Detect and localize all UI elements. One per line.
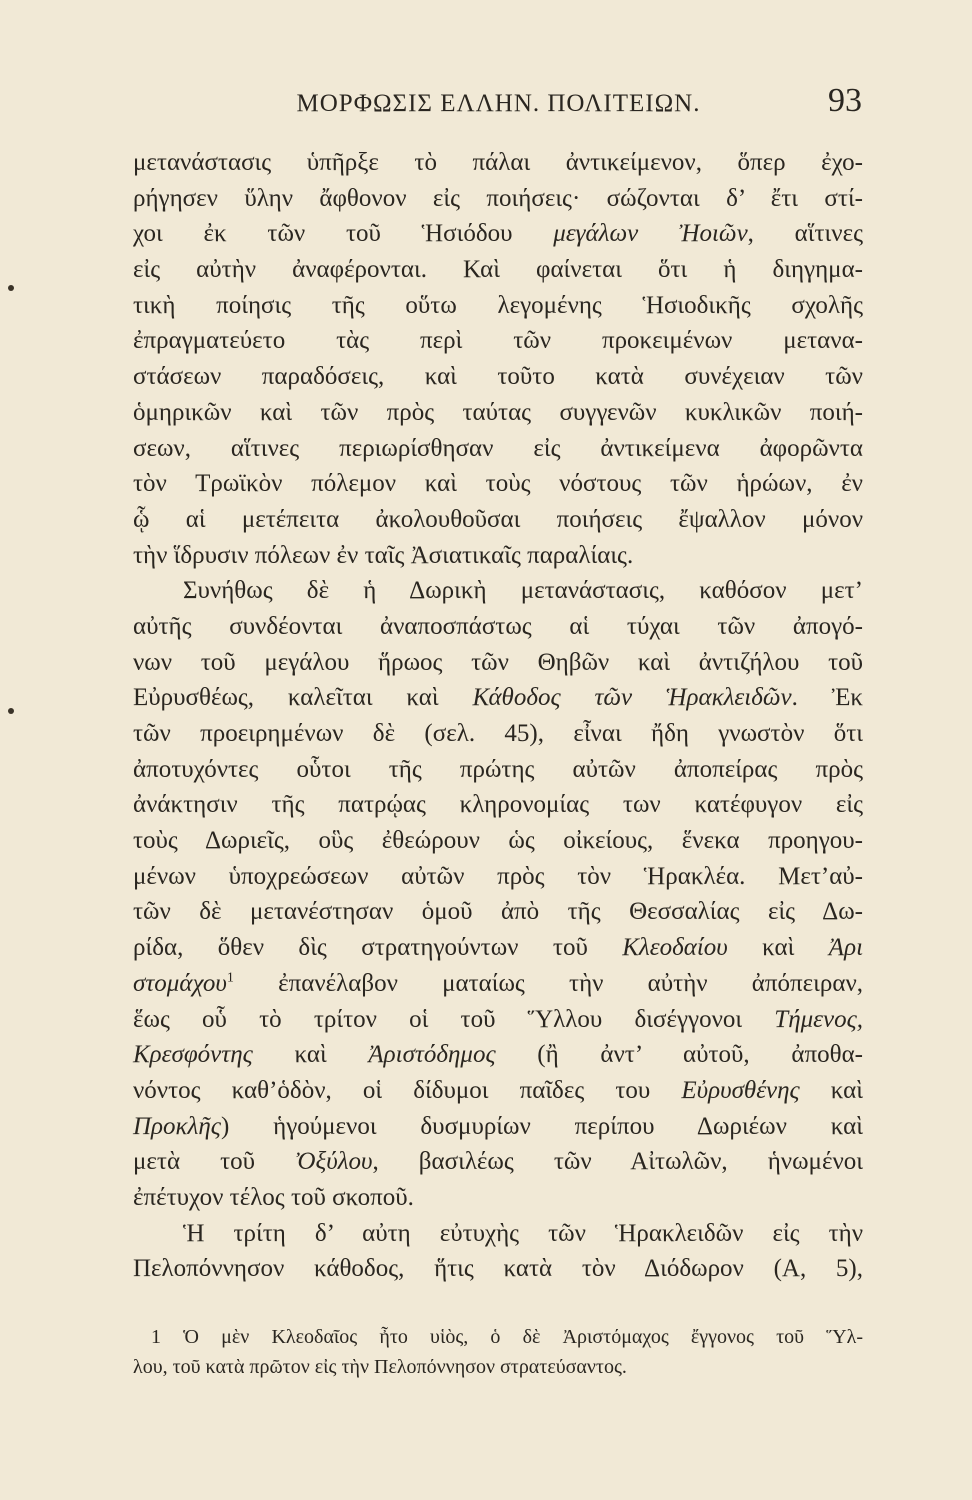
footnote-marker: 1 — [226, 970, 234, 986]
text-line: τὸν Τρωϊκὸν πόλεμον καὶ τοὺς νόστους τῶν ἡρώων, ἐν — [133, 470, 863, 498]
text-line: νων τοῦ μεγάλου ἥρωος τῶν Θηβῶν καὶ ἀντιζήλου τοῦ — [133, 648, 863, 676]
text-line: μένων ὑποχρεώσεων αὐτῶν πρὸς τὸν Ἡρακλέα. Μετ’αὐ- — [133, 862, 863, 890]
text-line: νόντος καθ’ὁδὸν, οἱ δίδυμοι παῖδες του Εὐρυσθένης καὶ — [133, 1076, 864, 1104]
margin-speck — [8, 285, 14, 291]
text-line: τὴν ἵδρυσιν πόλεων ἐν ταῖς Ἀσιατικαῖς παραλίαις. — [133, 541, 634, 569]
italic-name: στομάχου — [133, 969, 227, 997]
italic-name: Ἀριστόδημος — [368, 1041, 496, 1069]
text-line: στάσεων παραδόσεις, καὶ τοῦτο κατὰ συνέχειαν τῶν — [133, 363, 863, 391]
text-line: ὁμηρικῶν καὶ τῶν πρὸς ταύτας συγγενῶν κυκλικῶν ποιή- — [133, 398, 863, 426]
text-line: ἀποτυχόντες οὗτοι τῆς πρώτης αὐτῶν ἀποπείρας πρὸς — [133, 755, 863, 783]
italic-term: Κάθοδος τῶν Ἡρακλειδῶν — [472, 684, 792, 712]
italic-name: Κλεοδαίου — [622, 934, 728, 962]
text-line: Εὐρυσθέως, καλεῖται καὶ Κάθοδος τῶν Ἡρακλειδῶν. Ἐκ — [133, 684, 863, 712]
text-line: μετανάστασις ὑπῆρξε τὸ πάλαι ἀντικείμενον, ὅπερ ἐχο- — [133, 149, 863, 176]
text-line: αὐτῆς συνδέονται ἀναποσπάστως αἱ τύχαι τῶν ἀπογό- — [133, 612, 863, 640]
text-line: χοι ἐκ τῶν τοῦ Ἡσιόδου μεγάλων Ἠοιῶν, αἵτινες — [133, 220, 863, 248]
running-title: ΜΟΡΦΩΣΙΣ ΕΛΛΗΝ. ΠΟΛΙΤΕΙΩΝ. — [296, 90, 701, 117]
margin-speck — [8, 708, 14, 714]
text-line: Ἡ τρίτη δ’ αὐτη εὐτυχὴς τῶν Ἡρακλειδῶν εἰς τὴν — [183, 1219, 863, 1247]
footnote-line: λου, τοῦ κατὰ πρῶτον εἰς τὴν Πελοπόννησον στρατεύσαντος. — [133, 1356, 627, 1378]
italic-name: Κρεσφόντης — [133, 1041, 253, 1069]
italic-name: Εὐρυσθένης — [681, 1076, 800, 1104]
footnotes — [133, 1322, 863, 1382]
text-line: Συνήθως δὲ ἡ Δωρικὴ μετανάστασις, καθόσον μετ’ — [183, 577, 863, 605]
text-line: σεων, αἵτινες περιωρίσθησαν εἰς ἀντικείμενα ἀφορῶντα — [133, 434, 863, 462]
italic-name: Ἀρι — [828, 934, 864, 962]
text-line: ρήγησεν ὕλην ἄφθονον εἰς ποιήσεις· σώζονται δ’ ἔτι στί- — [133, 184, 863, 212]
text-line: Κρεσφόντης καὶ Ἀριστόδημος (ἢ ἀντ’ αὐτοῦ, ἀποθα- — [133, 1041, 863, 1069]
text-line: ἕως οὗ τὸ τρίτον οἱ τοῦ Ὕλλου δισέγγονοι Τήμενος, — [133, 1005, 863, 1033]
footnote-line: 1 Ὁ μὲν Κλεοδαῖος ἦτο υἱὸς, ὁ δὲ Ἀριστόμαχος ἔγγονος τοῦ Ὕλ- — [151, 1326, 863, 1348]
body-text — [133, 145, 863, 1287]
text-line: ᾧ αἱ μετέπειτα ἀκολουθοῦσαι ποιήσεις ἔψαλλον μόνον — [133, 505, 863, 533]
text-line: ἐπραγματεύετο τὰς περὶ τῶν προκειμένων μετανα- — [133, 327, 863, 355]
text-line: ρίδα, ὅθεν δὶς στρατηγούντων τοῦ Κλεοδαίου καὶ Ἀρι — [133, 934, 864, 962]
text-line: τικὴ ποίησις τῆς οὕτω λεγομένης Ἡσιοδικῆς σχολῆς — [133, 291, 863, 319]
text-line: ἀνάκτησιν τῆς πατρῴας κληρονομίας των κατέφυγον εἰς — [133, 791, 863, 819]
text-line: τῶν προειρημένων δὲ (σελ. 45), εἶναι ἤδη γνωστὸν ὅτι — [133, 720, 863, 747]
italic-name: Τήμενος, — [774, 1005, 863, 1033]
text-line: μετὰ τοῦ Ὀξύλου, βασιλέως τῶν Αἰτωλῶν, ἡνωμένοι — [133, 1148, 863, 1176]
text-line: τοὺς Δωριεῖς, οὓς ἐθεώρουν ὡς οἰκείους, ἕνεκα προηγου- — [133, 827, 863, 855]
page-number: 93 — [828, 82, 862, 119]
italic-name: Ὀξύλου — [295, 1148, 373, 1176]
italic-name: Προκλῆς — [133, 1112, 221, 1140]
text-line: ἐπέτυχον τέλος τοῦ σκοποῦ. — [133, 1183, 414, 1211]
text-line: τῶν δὲ μετανέστησαν ὁμοῦ ἀπὸ τῆς Θεσσαλίας εἰς Δω- — [133, 898, 863, 926]
text-line: στομάχου$^1$ ἐπανέλαβον ματαίως τὴν αὐτὴν ἀπόπειραν, — [133, 969, 863, 997]
text-line: εἰς αὐτὴν ἀναφέρονται. Καὶ φαίνεται ὅτι ἡ διηγημα- — [133, 256, 863, 284]
text-line: Πελοπόννησον κάθοδος, ἥτις κατὰ τὸν Διόδωρον (Α, 5), — [133, 1255, 863, 1283]
italic-title: μεγάλων Ἠοιῶν — [553, 220, 748, 248]
text-line: Προκλῆς) ἡγούμενοι δυσμυρίων περίπου Δωριέων καὶ — [133, 1112, 863, 1140]
page-header — [135, 82, 862, 132]
